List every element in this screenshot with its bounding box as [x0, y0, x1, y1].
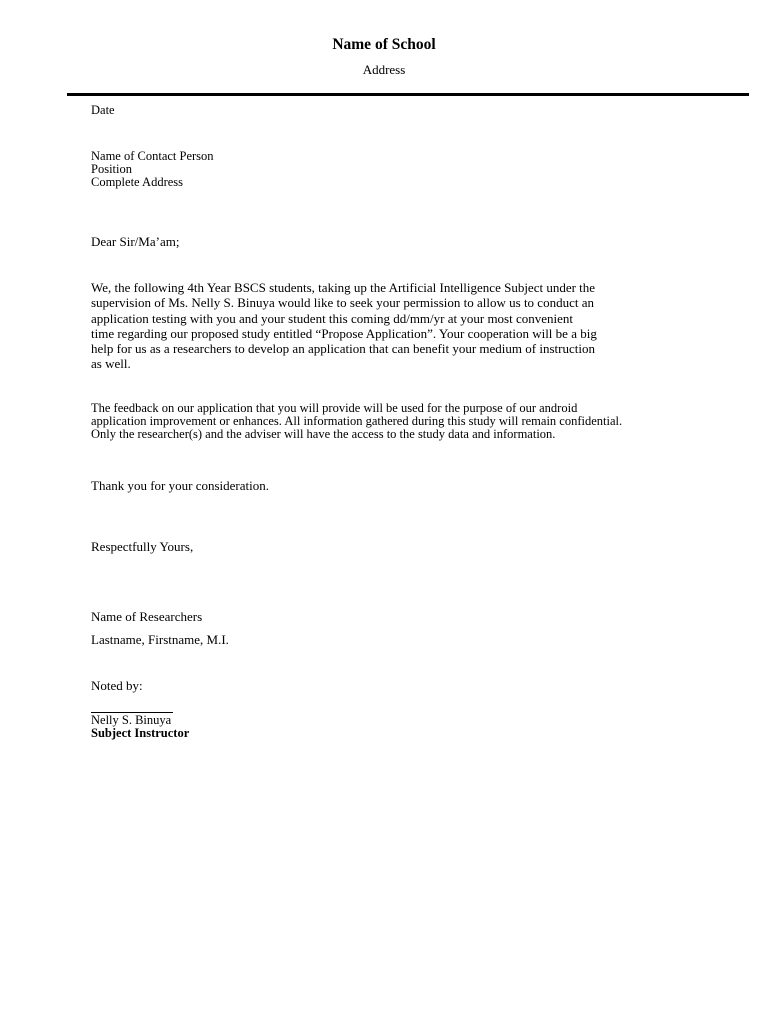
paragraph-2-line: The feedback on our application that you will provide will be used for the purpose of our android [91, 401, 578, 415]
recipient-position: Position [91, 162, 132, 176]
salutation: Dear Sir/Ma’am; [91, 234, 180, 249]
paragraph-1-line: application testing with you and your student this coming dd/mm/yr at your most convenient [91, 310, 574, 326]
school-name: Name of School [332, 36, 436, 53]
paragraph-1-line: as well. [91, 356, 131, 372]
recipient-block [91, 150, 214, 189]
paragraph-1-line: time regarding our proposed study entitled “Propose Application”. Your cooperation will be a big [91, 325, 597, 341]
paragraph-1-line: We, the following 4th Year BSCS students, taking up the Artificial Intelligence Subject under the [91, 280, 596, 295]
noter-name: Nelly S. Binuya [91, 713, 172, 727]
school-address: Address [362, 62, 406, 77]
paragraph-2-line: Only the researcher(s) and the adviser will have the access to the study data and information. [91, 427, 556, 441]
paragraph-1 [91, 280, 597, 372]
paragraph-2-line: application improvement or enhances. All information gathered during this study will remain confidential. [91, 414, 623, 428]
recipient-address: Complete Address [91, 175, 184, 189]
paragraph-2 [91, 402, 622, 441]
noter-title: Subject Instructor [91, 726, 190, 740]
researchers-label: Name of Researchers [91, 609, 203, 624]
header-divider [67, 93, 749, 96]
paragraph-1-line: help for us as a researchers to develop an application that can benefit your medium of instruction [91, 341, 595, 357]
researcher-name: Lastname, Firstname, M.I. [91, 632, 229, 647]
noter-block [91, 714, 189, 740]
paragraph-1-line: supervision of Ms. Nelly S. Binuya would like to seek your permission to allow us to conduct an [91, 295, 594, 311]
thanks-line: Thank you for your consideration. [91, 478, 269, 493]
recipient-name: Name of Contact Person [91, 149, 214, 163]
closing-line: Respectfully Yours, [91, 539, 194, 554]
noted-by-label: Noted by: [91, 678, 143, 693]
date-line: Date [91, 103, 115, 117]
